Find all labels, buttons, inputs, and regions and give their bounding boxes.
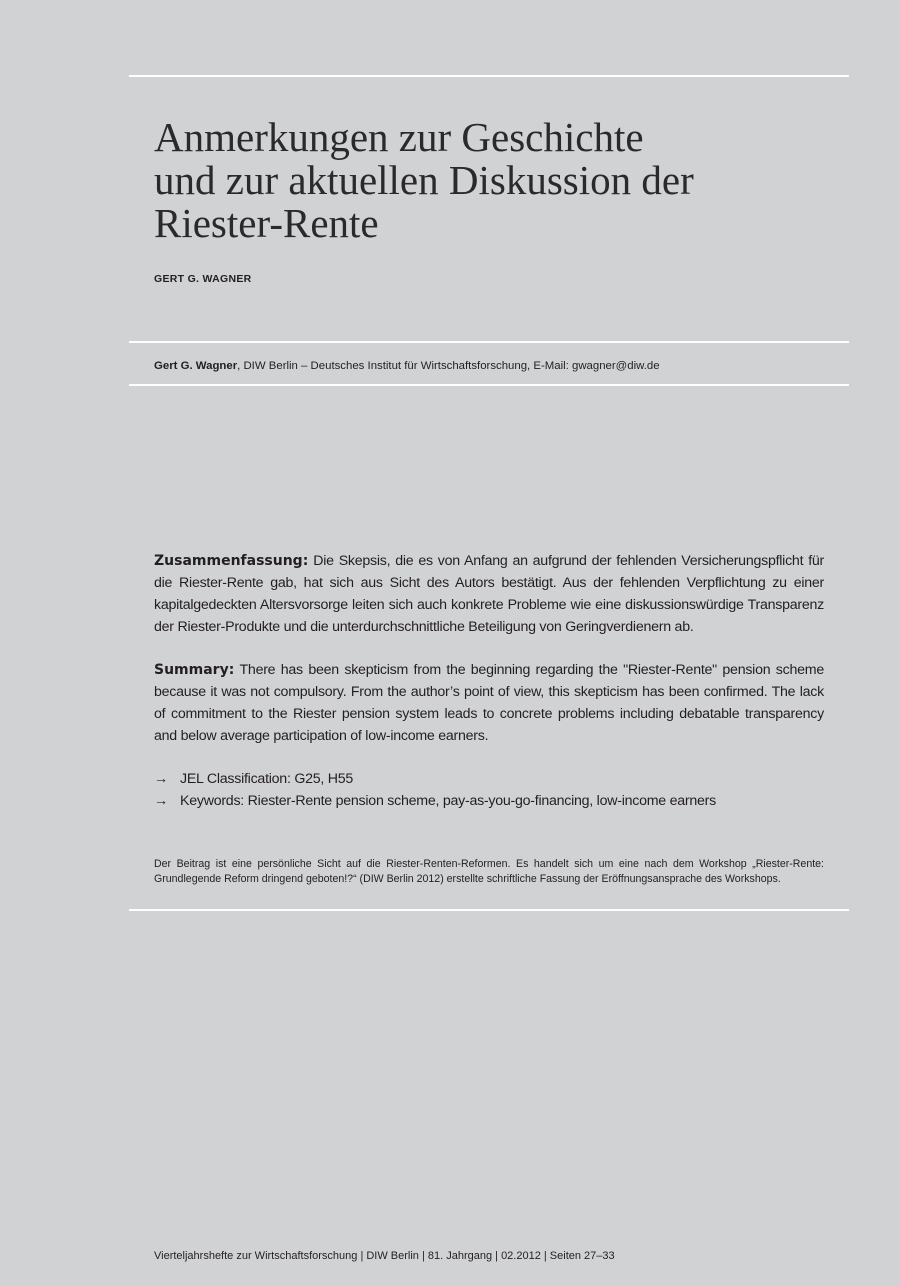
author-affiliation — [154, 359, 844, 373]
keywords-text: Keywords: Riester-Rente pension scheme, pay-as-you-go-financing, low-income earners — [180, 793, 716, 809]
affiliation-bottom-rule — [129, 384, 849, 386]
summary-text: There has been skepticism from the beginning regarding the "Riester-Rente" pension scheme because it was not compulsory. From the author’s point of view, this skepticism has been confirmed. The lack of commitment to the Riester pension system leads to concrete problems including debatable transparency and below average participation of low-income earners. — [154, 662, 824, 744]
top-rule — [129, 75, 849, 77]
note-bottom-rule — [129, 909, 849, 911]
jel-text: JEL Classification: G25, H55 — [180, 771, 354, 787]
article-title — [154, 116, 834, 245]
journal-footer: Vierteljahrshefte zur Wirtschaftsforschung | DIW Berlin | 81. Jahrgang | 02.2012 | Seiten 27–33 — [154, 1250, 615, 1262]
zusammenfassung — [154, 550, 824, 638]
keywords — [154, 790, 824, 812]
title-line-3: Riester-Rente — [154, 200, 379, 246]
affiliation-author: Gert G. Wagner — [154, 360, 238, 372]
summary-label: Summary: — [154, 662, 235, 678]
arrow-icon: → — [154, 771, 168, 787]
arrow-icon: → — [154, 793, 168, 809]
title-line-2: und zur aktuellen Diskussion der — [154, 157, 694, 203]
author-name: GERT G. WAGNER — [154, 273, 252, 285]
zusammenfassung-text: Die Skepsis, die es von Anfang an aufgrund der fehlenden Versicherungspflicht für die Riester-Rente gab, hat sich aus Sicht des Autors bestätigt. Aus der fehlenden Verpflichtung zu einer kapitalgedeckten Altersvorsorge leiten sich auch konkrete Probleme wie eine diskussionswürdige Transparenz der Riester-Produkte und die unterdurchschnittliche Beteiligung von Geringverdienern ab. — [154, 553, 824, 635]
affiliation-top-rule — [129, 341, 849, 343]
jel-classification — [154, 768, 824, 790]
title-line-1: Anmerkungen zur Geschichte — [154, 114, 644, 160]
affiliation-text: , DIW Berlin – Deutsches Institut für Wirtschaftsforschung, E-Mail: gwagner@diw.de — [237, 360, 660, 372]
article-note: Der Beitrag ist eine persönliche Sicht auf die Riester-Renten-Reformen. Es handelt sich um eine nach dem Workshop „Riester-Rente: Grundlegende Reform dringend geboten!?“ (DIW Berlin 2012) erstellte schriftliche Fassung der Eröffnungsansprache des Workshops. — [154, 858, 824, 885]
summary — [154, 659, 824, 747]
zusammenfassung-label: Zusammenfassung: — [154, 553, 309, 569]
